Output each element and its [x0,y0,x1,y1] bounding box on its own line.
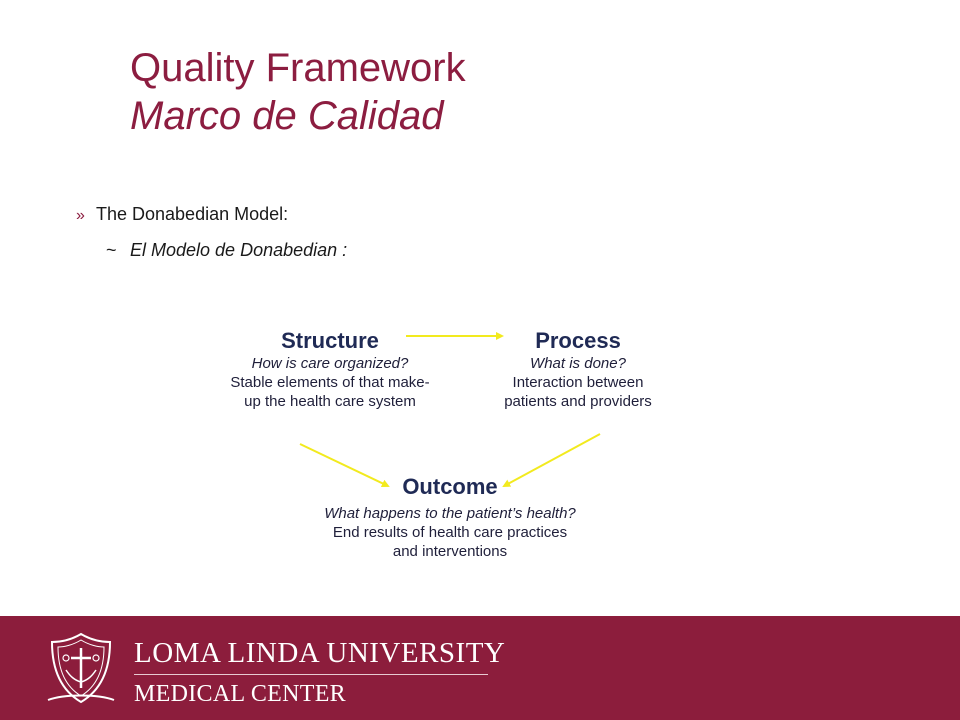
process-line2: patients and providers [504,393,652,410]
structure-line2: up the health care system [244,393,416,410]
title-main: Quality Framework [130,46,466,90]
outcome-line2: and interventions [392,543,508,560]
process-line1: Interaction between [512,374,644,391]
outcome-node [300,474,600,561]
bullet-level2 [106,236,347,264]
bullet-marker: » [76,207,85,224]
structure-question: How is care organized? [251,355,409,372]
title-subtitle: Marco de Calidad [130,94,444,138]
sub-bullet-marker: ~ [106,240,117,260]
university-seal-icon [44,630,118,706]
process-node [470,328,686,411]
process-heading: Process [535,328,621,353]
donabedian-diagram [200,320,740,580]
sub-bullet-text: El Modelo de Donabedian : [130,240,348,260]
medical-center-name: MEDICAL CENTER [134,681,346,707]
bullet-level1 [76,200,347,230]
bullet-list [76,200,347,264]
outcome-heading: Outcome [402,474,498,499]
outcome-question: What happens to the patient’s health? [324,505,576,522]
process-question: What is done? [530,355,626,372]
structure-node [200,328,460,411]
structure-line1: Stable elements of that make- [230,374,430,391]
bullet-text: The Donabedian Model: [96,204,289,224]
footer-banner [0,616,960,720]
footer-divider [134,674,488,675]
slide-title [130,44,466,140]
university-name: LOMA LINDA UNIVERSITY [134,637,506,669]
structure-heading: Structure [281,328,379,353]
outcome-line1: End results of health care practices [332,524,568,541]
